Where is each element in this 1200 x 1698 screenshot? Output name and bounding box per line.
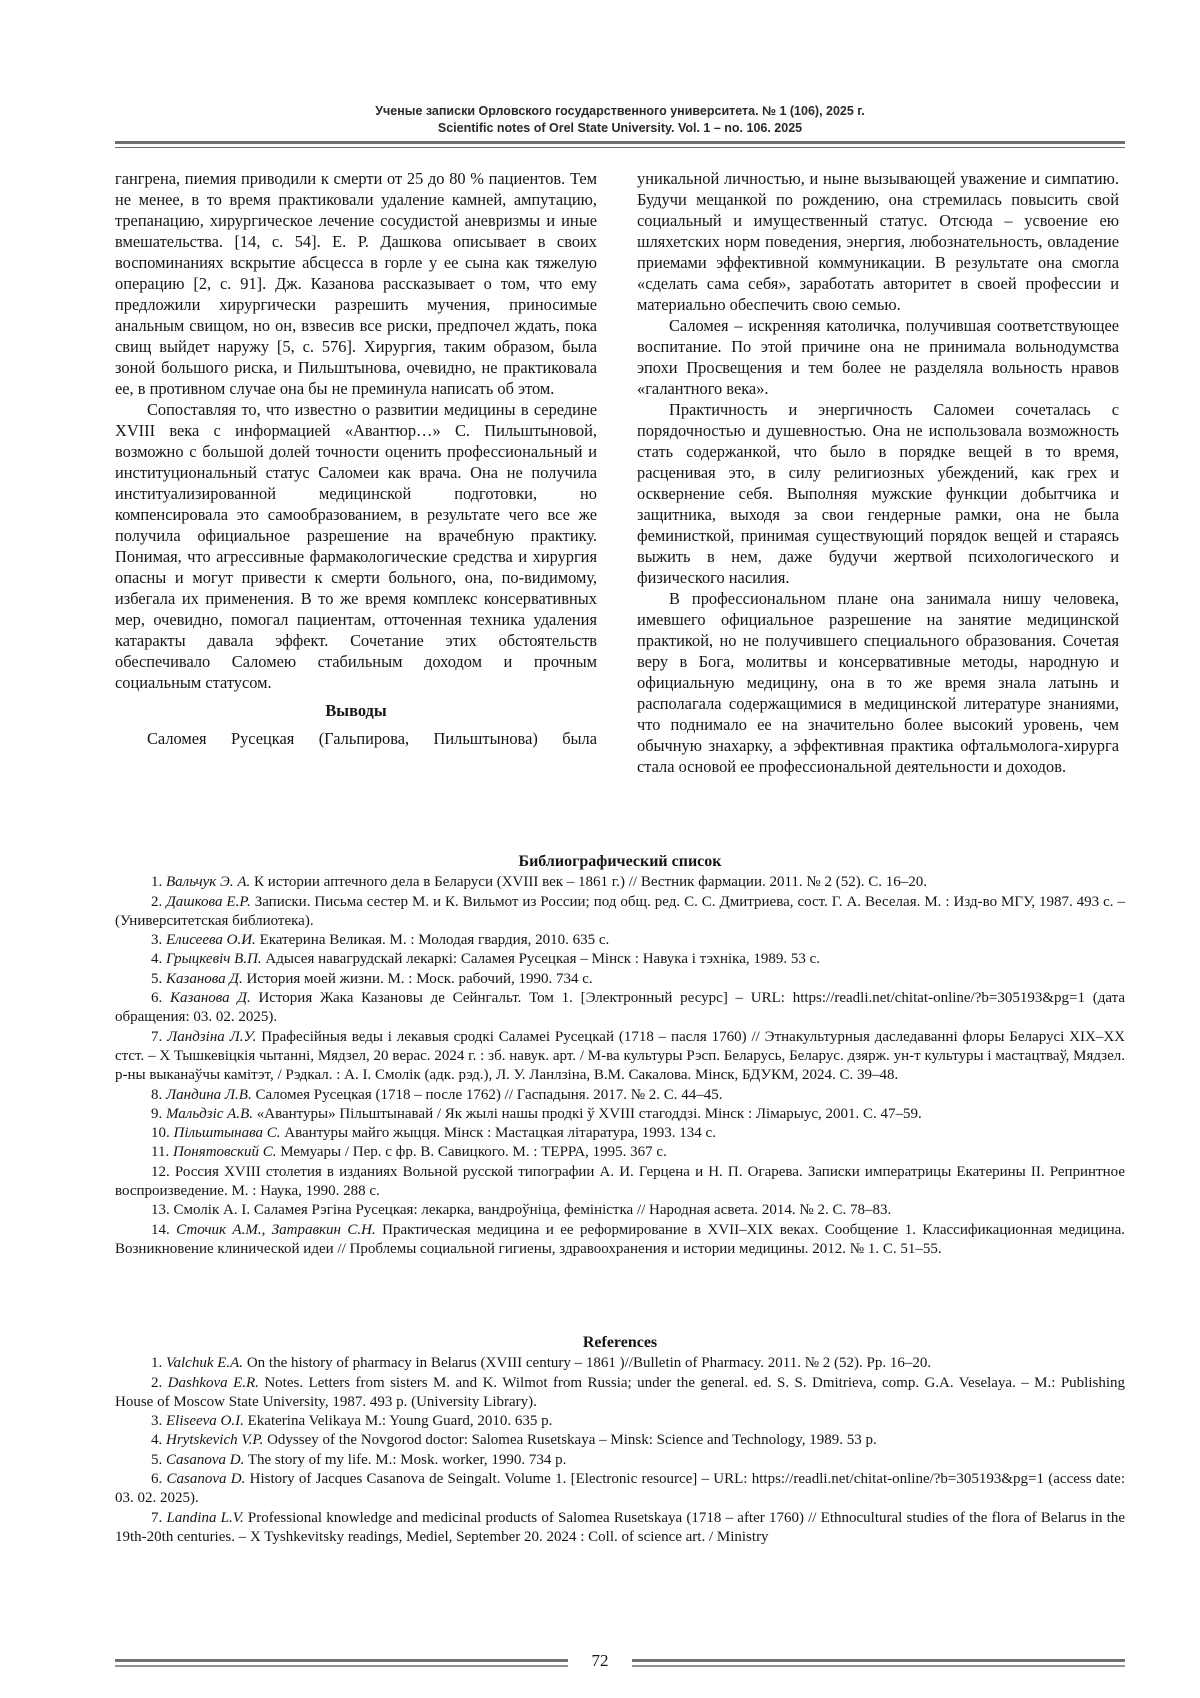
footer-rule-left: [115, 1659, 568, 1662]
reference-number: 9.: [151, 1105, 163, 1122]
reference-item: [115, 1143, 1125, 1162]
reference-number: 14.: [151, 1221, 170, 1238]
bibliography-section: [115, 852, 1125, 1259]
left-paragraph-2: Сопоставляя то, что известно о развитии медицины в середине XVIII века с информацией «Авантюр…» С. Пильштыновой, возможно с большой долей точности оценить профессиональный и институциональный статус Саломеи как врача. Она не получила институализированной медицинской подготовки, но компенсировала это самообразованием, в результате чего все же получила официальное разрешение на врачебную практику. Понимая, что агрессивные фармакологические средства и хирургия опасны и могут привести к смерти больного, она, по-видимому, избегала их применения. В то же время комплекс консервативных мер, очевидно, помогал пациентам, отточенная техника удаления катаракты давала эффект. Сочетание этих обстоятельств обеспечивало Саломею стабильным доходом и прочным социальным статусом.: [115, 400, 597, 692]
reference-text: «Авантуры» Пільштынавай / Як жылі нашы продкі ў XVIII стагоддзі. Мінск : Лімарыус, 2001. С. 47–59.: [253, 1105, 922, 1122]
right-paragraph-3: Практичность и энергичность Саломеи сочеталась с порядочностью и душевностью. Она не использовала возможность стать содержанкой, что было в порядке вещей в то время, расценивая это, в силу религиозных убеждений, как грех и осквернение себя. Выполняя мужские функции добытчика и защитника, выходя за свои гендерные рамки, она не была феминисткой, принимая существующий порядок вещей и стараясь выжить в нем, даже будучи жертвой психологического и физического насилия.: [637, 400, 1119, 587]
reference-text: Мемуары / Пер. с фр. В. Савицкого. М. : ТЕРРА, 1995. 367 с.: [276, 1144, 667, 1161]
header-rule-thin: [115, 147, 1125, 148]
reference-item: [115, 1163, 1125, 1202]
reference-number: 2.: [151, 893, 163, 910]
reference-item: [115, 1221, 1125, 1260]
reference-author: Пільштынава С.: [173, 1125, 281, 1142]
reference-author: Казанова Д.: [166, 970, 243, 987]
reference-text: Практическая медицина и ее реформирование в XVII–XIX веках. Сообщение 1. Классификационная медицина. Возникновение клинической идеи // Проблемы социальной гигиены, здравоохранения и истории медицины. 2012. № 1. С. 51–55.: [115, 1221, 1126, 1257]
reference-text: Прафесійныя веды і лекавыя сродкі Саламеі Русецкай (1718 – пасля 1760) // Этнакультурныя даследаванні флоры Беларусі XIX–XX стст. – Х Тышкевіцкія чытанні, Мядзел, 20 верас. 2024 г. : зб. навук. арт. / М-ва культуры Рэсп. Беларусь, Беларус. дзярж. ун-т культуры і мастацтваў, Мядзел. р-ны выканаўчы камітэт, / Рэдкал. : А. І. Смолік (адк. рэд.), Л. У. Ланлзіна, В.М. Сакалова. Мінск, БДУКМ, 2024. С. 39–48.: [115, 1028, 1126, 1084]
reference-item: [115, 989, 1125, 1028]
reference-author: Мальдзіс А.В.: [166, 1105, 253, 1122]
reference-item: [115, 1028, 1125, 1086]
reference-author: Ландина Л.В.: [166, 1086, 252, 1103]
journal-title-ru: Ученые записки Орловского государственного университета. № 1 (106), 2025 г.: [375, 104, 865, 118]
reference-number: 5.: [151, 970, 163, 987]
reference-number: 1.: [151, 1355, 163, 1372]
reference-text: Екатерина Великая. М. : Молодая гвардия, 2010. 635 с.: [255, 932, 610, 949]
reference-item: [115, 1354, 1125, 1373]
reference-text: History of Jacques Casanova de Seingalt. Volume 1. [Electronic resource] – URL: https://readli.net/chitat-online/?b=305193&pg=1 (access date: 03. 02. 2025).: [115, 1471, 1125, 1507]
reference-text: On the history of pharmacy in Belarus (XVIII century – 1861 )//Bulletin of Pharmacy. 2011. № 2 (52). Pp. 16–20.: [243, 1355, 932, 1372]
reference-number: 6.: [151, 1471, 163, 1488]
reference-number: 6.: [151, 990, 163, 1007]
reference-text: Professional knowledge and medicinal products of Salomea Rusetskaya (1718 – after 1760) // Ethnocultural studies of the flora of Belarus in the 19th-20th centuries. – X Tyshkevitsky readings, Mediel, September 20. 2024 : Coll. of science art. / Ministry: [115, 1509, 1125, 1545]
reference-number: 4.: [151, 951, 163, 968]
reference-text: К истории аптечного дела в Беларуси (XVIII век – 1861 г.) // Вестник фармации. 2011. № 2 (52). С. 16–20.: [250, 874, 927, 891]
reference-author: Valchuk E.A.: [166, 1355, 244, 1372]
reference-author: Понятовский С.: [172, 1144, 277, 1161]
reference-author: Ландзіна Л.У.: [167, 1028, 257, 1045]
conclusions-heading: Выводы: [325, 701, 387, 720]
journal-title-en: Scientific notes of Orel State University. Vol. 1 – no. 106. 2025: [437, 121, 803, 135]
references-list: [115, 1354, 1125, 1547]
reference-number: 8.: [151, 1086, 163, 1103]
reference-item: [115, 931, 1125, 950]
reference-item: [115, 1374, 1125, 1413]
reference-item: [115, 1201, 1125, 1220]
reference-author: Казанова Д.: [170, 990, 251, 1007]
reference-number: 1.: [151, 874, 163, 891]
left-paragraph-3: Саломея Русецкая (Гальпирова, Пильштынова) была: [147, 729, 597, 748]
reference-author: Сточик А.М., Затравкин С.Н.: [176, 1221, 376, 1238]
left-column: [115, 168, 597, 749]
reference-text: История моей жизни. М. : Моск. рабочий, 1990. 734 с.: [242, 970, 593, 987]
reference-number: 5.: [151, 1451, 163, 1468]
reference-text: Записки. Письма сестер М. и К. Вильмот из России; под общ. ред. С. С. Дмитриева, сост. Г. А. Веселая. М. : Изд-во МГУ, 1987. 493 с. – (Университетская библиотека).: [115, 893, 1126, 929]
reference-item: [115, 1124, 1125, 1143]
reference-text: Адысея навагрудскай лекаркі: Саламея Русецкая – Мінск : Навука і тэхніка, 1989. 53 с.: [261, 951, 821, 968]
reference-number: 12.: [151, 1163, 170, 1180]
reference-author: Casanova D.: [166, 1451, 245, 1468]
reference-text: Саломея Русецкая (1718 – после 1762) // Гаспадыня. 2017. № 2. С. 44–45.: [251, 1086, 723, 1103]
right-column: [637, 168, 1119, 777]
reference-number: 10.: [151, 1125, 170, 1142]
reference-number: 11.: [151, 1144, 170, 1161]
reference-number: 3.: [151, 932, 163, 949]
right-paragraph-4: В профессиональном плане она занимала нишу человека, имевшего официальное разрешение на занятие медицинской практикой, но не получившего специального образования. Сочетая веру в Бога, молитвы и консервативные методы, народную и официальную медицину, она в то же время знала латынь и располагала содержащимися в медицинской литературе знаниями, что поднимало ее на значительно более высокий уровень, чем обычную знахарку, а эффективная практика офтальмолога-хирурга стала основой ее профессиональной деятельности и доходов.: [637, 589, 1119, 776]
reference-author: Вальчук Э. А.: [166, 874, 251, 891]
left-paragraph-1: гангрена, пиемия приводили к смерти от 25 до 80 % пациентов. Тем не менее, в то время практиковали удаление камней, ампутацию, трепанацию, хирургическое лечение сосудистой аневризмы и иные вмешательства. [14, с. 54]. Е. Р. Дашкова описывает в своих воспоминаниях вскрытие абсцесса в горле у ее сына как тяжелую операцию [2, с. 91]. Дж. Казанова рассказывает о том, что ему предложили хирургически разрешить мучения, приносимые анальным свищом, но он, взвесив все риски, предпочел ждать, пока свищ выйдет наружу [5, с. 576]. Хирургия, таким образом, была зоной большого риска, и Пильштынова, очевидно, не практиковала ее, в противном случае она бы не преминула написать об этом.: [115, 169, 597, 398]
reference-author: Елисеева О.И.: [166, 932, 256, 949]
reference-author: Hrytskevich V.P.: [166, 1432, 264, 1449]
reference-number: 2.: [151, 1374, 163, 1391]
header-rule: [115, 141, 1125, 144]
footer-rule-left-thin: [115, 1665, 568, 1667]
reference-item: [115, 1470, 1125, 1509]
reference-author: Landina L.V.: [166, 1509, 244, 1526]
reference-number: 7.: [151, 1028, 163, 1045]
references-title: References: [582, 1334, 658, 1351]
bibliography-list: [115, 873, 1125, 1259]
page-number: 72: [591, 1651, 609, 1670]
reference-number: 7.: [151, 1509, 163, 1526]
reference-author: Dashkova E.R.: [167, 1374, 259, 1391]
reference-item: [115, 1509, 1125, 1548]
reference-number: 3.: [151, 1413, 163, 1430]
reference-text: Смолік А. І. Саламея Рэгіна Русецкая: лекарка, вандроўніца, фемінiстка // Народная асвета. 2014. № 2. С. 78–83.: [173, 1202, 892, 1219]
reference-text: The story of my life. M.: Mosk. worker, 1990. 734 p.: [244, 1451, 567, 1468]
reference-item: [115, 1105, 1125, 1124]
bibliography-title: Библиографический список: [518, 853, 722, 870]
references-section: [115, 1333, 1125, 1547]
reference-number: 13.: [151, 1202, 170, 1219]
reference-item: [115, 1431, 1125, 1450]
footer-rule-right: [632, 1659, 1125, 1662]
reference-item: [115, 1086, 1125, 1105]
reference-text: Notes. Letters from sisters M. and K. Wilmot from Russia; under the general. ed. S. S. Dmitrieva, comp. G.A. Veselaya. – M.: Publishing House of Moscow State University, 1987. 493 p. (University Library).: [115, 1374, 1126, 1410]
reference-author: Casanova D.: [166, 1471, 246, 1488]
right-paragraph-2: Саломея – искренняя католичка, получившая соответствующее воспитание. По этой причине она не принимала вольнодумства эпохи Просвещения и тем более не разделяла вольность нравов «галантного века».: [637, 316, 1119, 398]
reference-item: [115, 1412, 1125, 1431]
footer-rule-right-thin: [632, 1665, 1125, 1667]
reference-item: [115, 970, 1125, 989]
reference-number: 4.: [151, 1432, 163, 1449]
reference-item: [115, 1451, 1125, 1470]
reference-author: Дашкова Е.Р.: [166, 893, 251, 910]
reference-author: Грыцкевіч В.П.: [166, 951, 262, 968]
reference-text: Odyssey of the Novgorod doctor: Salomea Rusetskaya – Minsk: Science and Technology, 1989. 53 p.: [263, 1432, 877, 1449]
running-header: [115, 103, 1125, 137]
reference-text: История Жака Казановы де Сейнгальт. Том 1. [Электронный ресурс] – URL: https://readli.net/chitat-online/?b=305193&pg=1 (дата обращения: 03. 02. 2025).: [115, 990, 1126, 1026]
reference-item: [115, 893, 1125, 932]
reference-text: Россия XVIII столетия в изданиях Вольной русской типографии А. И. Герцена и Н. П. Огарева. Записки императрицы Екатерины II. Репринтное воспроизведение. М. : Наука, 1990. 288 с.: [115, 1163, 1126, 1200]
reference-author: Eliseeva O.I.: [166, 1413, 244, 1430]
reference-text: Ekaterina Velikaya M.: Young Guard, 2010. 635 p.: [243, 1413, 553, 1430]
reference-text: Авантуры майго жыцця. Мінск : Мастацкая літаратура, 1993. 134 с.: [280, 1125, 716, 1142]
right-paragraph-1: уникальной личностью, и ныне вызывающей уважение и симпатию. Будучи мещанкой по рождению, она стремилась повысить свой социальный и имущественный статус. Отсюда – усвоение ею шляхетских норм поведения, энергия, любознательность, овладение приемами эффективной коммуникации. В результате она смогла «сделать сама себя», заработать авторитет в своей профессии и материально обеспечить свою семью.: [637, 169, 1119, 314]
reference-item: [115, 873, 1125, 892]
reference-item: [115, 950, 1125, 969]
